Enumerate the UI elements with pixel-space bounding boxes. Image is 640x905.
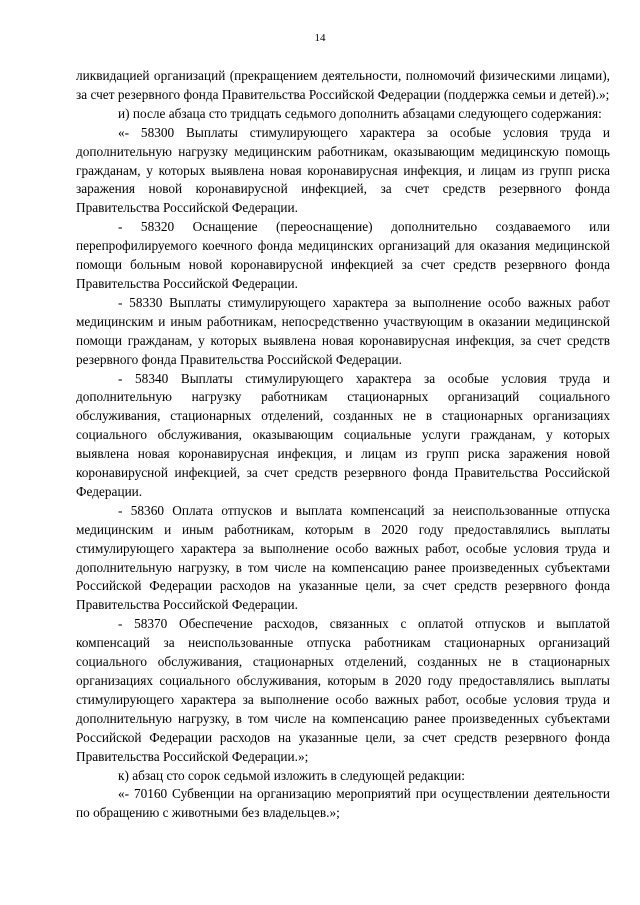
paragraph: - 58360 Оплата отпусков и выплата компенсаций за неиспользованные отпуска медицинским и иным работникам, которым в 2020 году предоставлялись выплаты стимулирующего характера за выполнение особо важных работ, особые условия труда и дополнительную нагрузку, в том числе на компенсацию ранее произведенных субъектами Российской Федерации расходов на указанные цели, за счет средств резервного фонда Правительства Российской Федерации.: [76, 502, 610, 613]
page-number: 14: [314, 32, 326, 44]
paragraph: к) абзац сто сорок седьмой изложить в следующей редакции:: [118, 767, 465, 783]
paragraph: - 58320 Оснащение (переоснащение) дополнительно создаваемого или перепрофилируемого коечного фонда медицинских организаций для оказания медицинской помощи больным новой коронавирусной инфекцией за счет средств резервного фонда Правительства Российской Федерации.: [76, 219, 610, 291]
paragraph: - 58370 Обеспечение расходов, связанных с оплатой отпусков и выплатой компенсаций за неиспользованные отпуска работникам стационарных организаций социального обслуживания, стационарных отделений, созданных не в стационарных организациях социального обслуживания, которым в 2020 году предоставлялись выплаты стимулирующего характера за выполнение особо важных работ, особые условия труда и дополнительную нагрузку, в том числе на компенсацию ранее произведенных субъектами Российской Федерации расходов на указанные цели, за счет средств резервного фонда Правительства Российской Федерации.»;: [76, 616, 610, 764]
paragraph: и) после абзаца сто тридцать седьмого дополнить абзацами следующего содержания:: [118, 105, 602, 121]
paragraph: «- 58300 Выплаты стимулирующего характера за особые условия труда и дополнительную нагрузку медицинским работникам, оказывающим медицинскую помощь гражданам, у которых выявлена новая коронавирусная инфекция, и лицам из групп риска заражения новой коронавирусной инфекцией, за счет средств резервного фонда Правительства Российской Федерации.: [76, 124, 610, 216]
paragraph: «- 70160 Субвенции на организацию мероприятий при осуществлении деятельности по обращению с животными без владельцев.»;: [76, 786, 610, 821]
paragraph: ликвидацией организаций (прекращением деятельности, полномочий физическими лицами), за счет резервного фонда Правительства Российской Федерации (поддержка семьи и детей).»;: [76, 68, 610, 102]
paragraph: - 58330 Выплаты стимулирующего характера за выполнение особо важных работ медицинским и иным работникам, непосредственно участвующим в оказании медицинской помощи гражданам, у которых выявлена новая коронавирусная инфекция, за счет средств резервного фонда Правительства Российской Федерации.: [76, 294, 610, 367]
document-body: [76, 67, 610, 823]
paragraph: - 58340 Выплаты стимулирующего характера за особые условия труда и дополнительную нагрузку работникам стационарных организаций социального обслуживания, стационарных отделений, созданных не в стационарных организациях социального обслуживания, оказывающим социальные услуги гражданам, у которых выявлена новая коронавирусная инфекция, и лицам из групп риска заражения новой коронавирусной инфекцией, за счет средств резервного фонда Правительства Российской Федерации.: [76, 370, 610, 499]
